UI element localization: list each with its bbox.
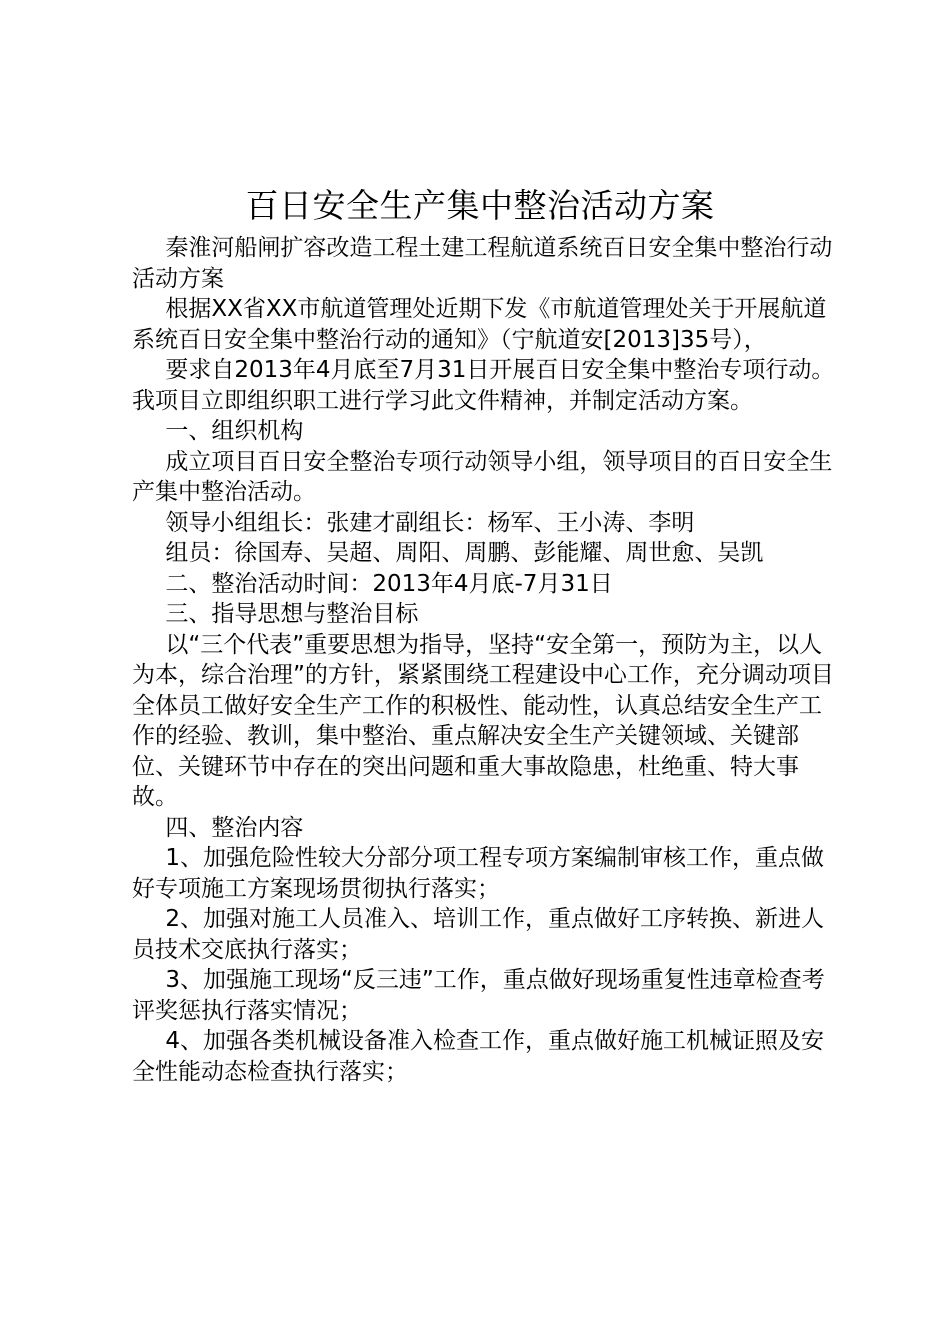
section-heading-content: 四、整治内容 [165,814,304,841]
paragraph-leading-group: 成立项目百日安全整治专项行动领导小组，领导项目的百日安全生产集中整治活动。 [132,448,833,505]
list-item-content-3: 3、加强施工现场“反三违”工作，重点做好现场重复性违章检查考评奖惩执行落实情况； [132,967,825,1024]
paragraph-group-members: 组员：徐国寿、吴超、周阳、周鹏、彭能耀、周世愈、吴凯 [165,540,764,566]
paragraph-basis: 根据XX省XX市航道管理处近期下发《市航道管理处关于开展航道系统百日安全集中整治行动的通知》（宁航道安[2013]35号）， [132,296,827,353]
paragraph-group-leaders: 领导小组组长：张建才副组长：杨军、王小涛、李明 [165,509,695,536]
list-item-content-1: 1、加强危险性较大分部分项工程专项方案编制审核工作，重点做好专项施工方案现场贯彻执行落实； [132,845,824,902]
section-heading-organization: 一、组织机构 [165,418,304,444]
paragraph-guidelines: 以“三个代表”重要思想为指导，坚持“安全第一，预防为主，以人为本，综合治理”的方针，紧紧围绕工程建设中心工作，充分调动项目全体员工做好安全生产工作的积极性、能动性，认真总结安全生产工作的经验、教训，集中整治、重点解决安全生产关键领域、关键部位、关键环节中存在的突出问题和重大事故隐患，杜绝重、特大事故。 [132,631,834,810]
paragraph-requirement: 要求自2013年4月底至7月31日开展百日安全集中整治专项行动。我项目立即组织职工进行学习此文件精神，并制定活动方案。 [132,357,835,414]
list-item-content-2: 2、加强对施工人员准入、培训工作，重点做好工序转换、新进人员技术交底执行落实； [132,906,824,963]
document-title: 百日安全生产集中整治活动方案 [245,186,715,225]
section-heading-guidelines: 三、指导思想与整治目标 [165,601,419,627]
list-item-content-4: 4、加强各类机械设备准入检查工作，重点做好施工机械证照及安全性能动态检查执行落实； [132,1028,824,1085]
section-heading-time: 二、整治活动时间：2013年4月底-7月31日 [165,570,613,597]
document-body [132,233,844,1087]
paragraph-project-name: 秦淮河船闸扩容改造工程土建工程航道系统百日安全集中整治行动活动方案 [132,235,833,292]
